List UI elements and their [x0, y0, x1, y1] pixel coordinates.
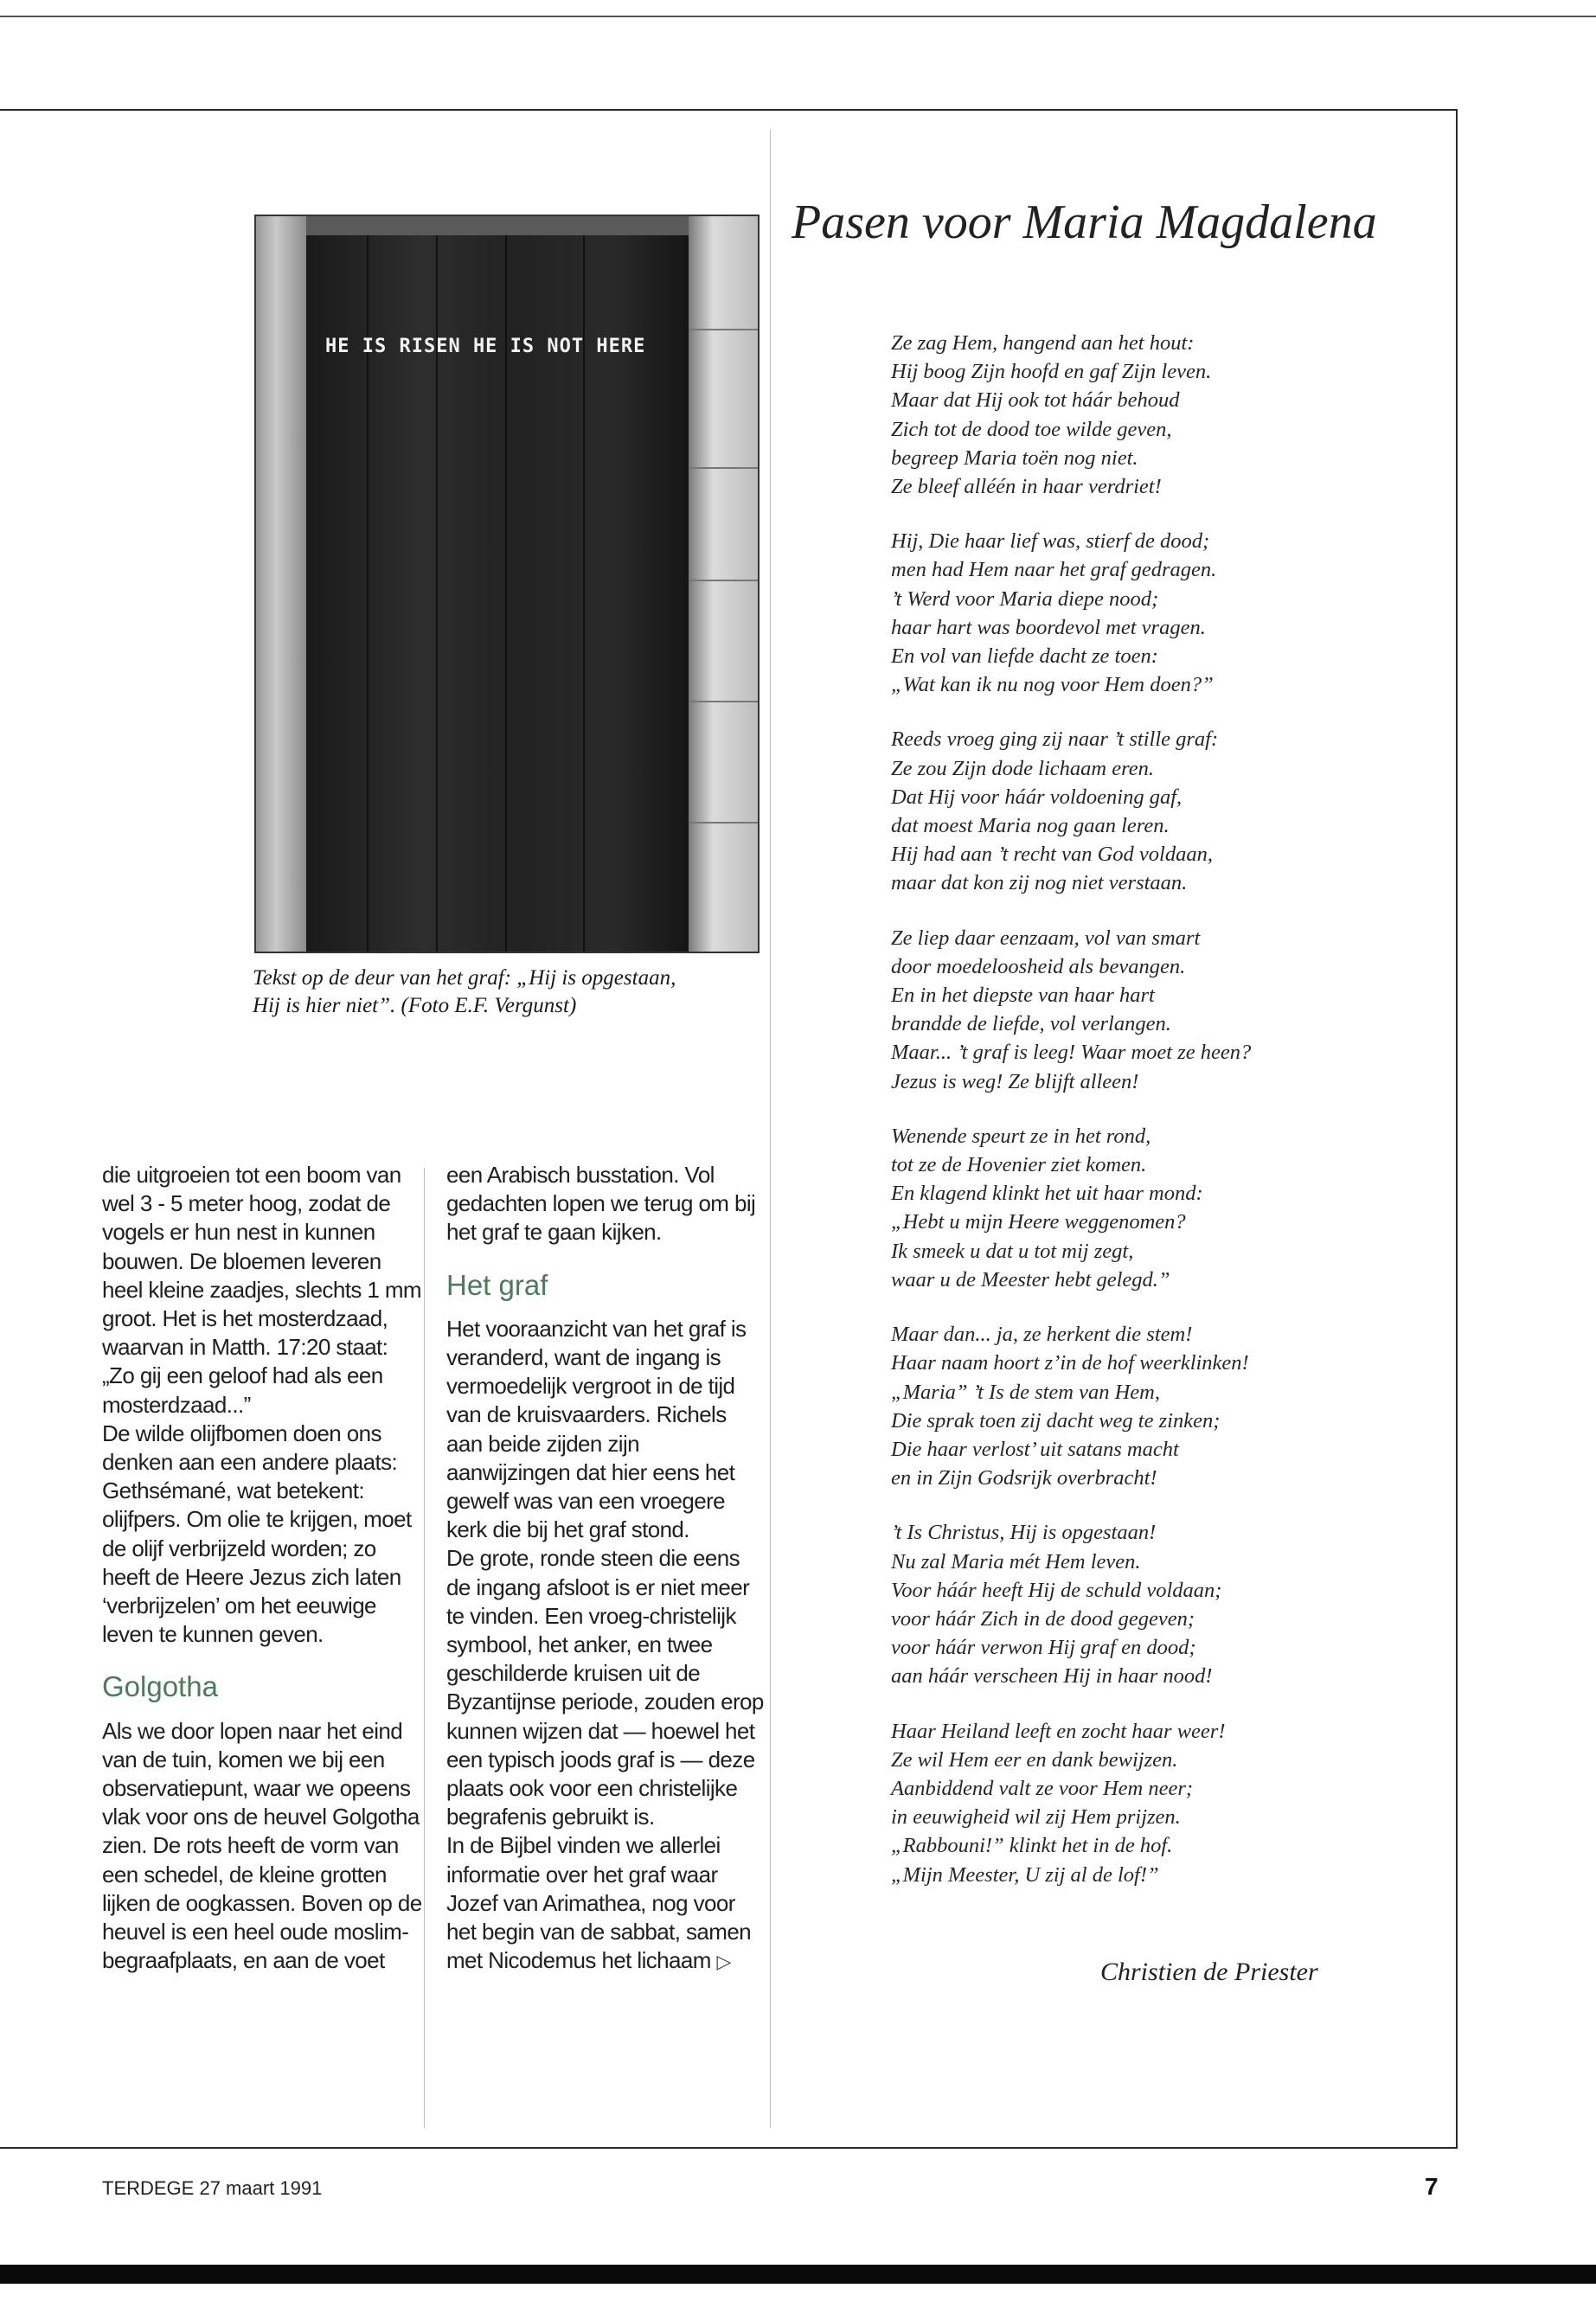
- tomb-door-photo: [254, 215, 760, 953]
- paragraph-text: In de Bijbel vinden we allerlei informatie over het graf waar Jozef van Arimathea, nog voor het begin van de sabbat, samen met Nicodemus het lichaam: [446, 1832, 752, 1974]
- poem-stanza: [891, 527, 1375, 699]
- poem-line: Hij boog Zijn hoofd en gaf Zijn leven.: [891, 360, 1212, 384]
- poem-line: ’t Is Christus, Hij is opgestaan!: [891, 1521, 1157, 1545]
- top-rule: [0, 16, 1596, 17]
- poem-line: begreep Maria toën nog niet.: [891, 445, 1138, 470]
- poem-line: Hij had aan ’t recht van God voldaan,: [891, 843, 1213, 867]
- poem-line: „Rabbouni!” klinkt het in de hof.: [891, 1834, 1173, 1858]
- poem-line: Ze bleef alléén in haar verdriet!: [891, 475, 1162, 499]
- poem-line: brandde de liefde, vol verlangen.: [891, 1012, 1171, 1036]
- poem-line: tot ze de Hovenier ziet komen.: [891, 1153, 1147, 1177]
- section-heading-golgotha: Golgotha: [102, 1670, 218, 1703]
- poem-line: Aanbiddend valt ze voor Hem neer;: [891, 1776, 1194, 1800]
- page-number: 7: [1425, 2173, 1439, 2200]
- poem-line: men had Hem naar het graf gedragen.: [891, 558, 1217, 582]
- stone-wall-left: [256, 216, 306, 952]
- frame-bottom-rule: [0, 2147, 1458, 2149]
- poem-line: in eeuwigheid wil zij Hem prijzen.: [891, 1805, 1181, 1830]
- poem-line: en in Zijn Godsrijk overbracht!: [891, 1466, 1157, 1490]
- section-heading-het-graf: Het graf: [446, 1268, 548, 1301]
- poem-line: Nu zal Maria mét Hem leven.: [891, 1549, 1141, 1574]
- paragraph: [446, 1831, 766, 1976]
- poem-line: Ze zag Hem, hangend aan het hout:: [891, 331, 1195, 355]
- poem-line: En klagend klinkt het uit haar mond:: [891, 1182, 1203, 1206]
- poem-line: „Wat kan ik nu nog voor Hem doen?”: [891, 673, 1214, 697]
- poem-line: Ze liep daar eenzaam, vol van smart: [891, 926, 1201, 950]
- column-divider-center: [770, 130, 771, 2128]
- poem-line: dat moest Maria nog gaan leren.: [891, 814, 1170, 838]
- poem-line: ’t Werd voor Maria diepe nood;: [891, 586, 1159, 611]
- poem-line: Ze wil Hem eer en dank bewijzen.: [891, 1747, 1178, 1772]
- poem-stanza: [891, 1717, 1375, 1889]
- poem-line: Zich tot de dood toe wilde geven,: [891, 417, 1172, 441]
- article-column-left: [102, 1161, 422, 1975]
- door-inscription: HE IS RISEN HE IS NOT HERE: [325, 336, 646, 357]
- frame-top-rule: [0, 109, 1458, 111]
- poem-line: aan háár verscheen Hij in haar nood!: [891, 1664, 1213, 1689]
- column-divider-left: [424, 1168, 425, 2128]
- poem-line: Jezus is weg! Ze blijft alleen!: [891, 1069, 1139, 1093]
- paragraph: Als we door lopen naar het eind van de tuin, komen we bij een observatiepunt, waar we opeens vlak voor ons de heuvel Golgotha zien. De rots heeft de vorm van een schedel, de kleine grotten lijken de oogkassen. Boven op de heuvel is een heel oude moslim-begraafplaats, en aan de voet: [102, 1717, 422, 1974]
- poem-line: En in het diepste van haar hart: [891, 984, 1155, 1008]
- poem-line: „Maria” ’t Is de stem van Hem,: [891, 1380, 1160, 1404]
- poem-line: Haar Heiland leeft en zocht haar weer!: [891, 1719, 1226, 1743]
- poem-line: Maar... ’t graf is leeg! Waar moet ze heen?: [891, 1041, 1252, 1065]
- poem-stanza: [891, 924, 1375, 1096]
- frame-right-rule: [1456, 109, 1458, 2149]
- poem-line: Voor háár heeft Hij de schuld voldaan;: [891, 1578, 1222, 1602]
- paragraph: Het vooraanzicht van het graf is veranderd, want de ingang is vermoedelijk vergroot in de tijd van de kruisvaarders. Richels aan beide zijden zijn aanwijzingen dat hier eens het gewelf was van een vroegere kerk die bij het graf stond.: [446, 1315, 747, 1543]
- poem-line: door moedeloosheid als bevangen.: [891, 954, 1186, 978]
- poem-line: Ik smeek u dat u tot mij zegt,: [891, 1239, 1134, 1263]
- poem-stanza: [891, 1518, 1375, 1690]
- article-column-middle: [446, 1161, 766, 1976]
- poem-line: maar dat kon zij nog niet verstaan.: [891, 871, 1188, 895]
- poem-line: waar u de Meester hebt gelegd.”: [891, 1267, 1170, 1292]
- poem-line: Maar dan... ja, ze herkent die stem!: [891, 1323, 1193, 1347]
- poem-line: Ze zou Zijn dode lichaam eren.: [891, 756, 1154, 780]
- poem-stanza: [891, 725, 1375, 897]
- poem-line: „Mijn Meester, U zij al de lof!”: [891, 1862, 1159, 1887]
- poem-author: Christien de Priester: [1100, 1958, 1318, 1986]
- photo-caption: Tekst op de deur van het graf: „Hij is opgestaan, Hij is hier niet”. (Foto E.F. Vergunst): [253, 966, 676, 1017]
- poem-line: Reeds vroeg ging zij naar ’t stille graf:: [891, 727, 1219, 752]
- publication-footer: TERDEGE 27 maart 1991: [102, 2177, 323, 2199]
- poem-title: Pasen voor Maria Magdalena: [792, 195, 1377, 249]
- poem-line: voor háár verwon Hij graf en dood;: [891, 1636, 1196, 1660]
- bottom-band: [0, 2265, 1596, 2284]
- poem-line: voor háár Zich in de dood gegeven;: [891, 1606, 1195, 1631]
- poem-body: [891, 329, 1375, 1915]
- poem-stanza: [891, 1320, 1375, 1492]
- poem-line: haar hart was boordevol met vragen.: [891, 615, 1206, 639]
- stone-wall-right: [689, 216, 758, 952]
- poem-line: Wenende speurt ze in het rond,: [891, 1124, 1151, 1148]
- poem-line: Die sprak toen zij dacht weg te zinken;: [891, 1408, 1221, 1433]
- poem-line: Maar dat Hij ook tot háár behoud: [891, 388, 1180, 413]
- poem-line: „Hebt u mijn Heere weggenomen?: [891, 1210, 1186, 1234]
- paragraph: die uitgroeien tot een boom van wel 3 - 5 meter hoog, zodat de vogels er hun nest in kunnen bouwen. De bloemen leveren heel kleine zaadjes, slechts 1 mm groot. Het is het mosterdzaad, waarvan in Matth. 17:20 staat: „Zo gij een geloof had als een mosterdzaad...”: [102, 1162, 421, 1418]
- poem-line: Hij, Die haar lief was, stierf de dood;: [891, 529, 1210, 554]
- poem-stanza: [891, 329, 1375, 501]
- poem-stanza: [891, 1122, 1375, 1294]
- continued-arrow-icon: ▷: [716, 1951, 731, 1973]
- poem-line: Die haar verlost’ uit satans macht: [891, 1437, 1179, 1461]
- paragraph: een Arabisch busstation. Vol gedachten lopen we terug om bij het graf te gaan kijken.: [446, 1162, 756, 1246]
- paragraph: De wilde olijfbomen doen ons denken aan een andere plaats: Gethsémané, wat betekent: olijfpers. Om olie te krijgen, moet de olijf verbrijzeld worden; zo heeft de Heere Jezus zich laten ‘verbrijzelen’ om het eeuwige leven te kunnen geven.: [102, 1420, 412, 1648]
- poem-line: En vol van liefde dacht ze toen:: [891, 644, 1158, 669]
- door-lintel: [306, 216, 689, 235]
- paragraph: De grote, ronde steen die eens de ingang afsloot is er niet meer te vinden. Een vroeg-christelijk symbool, het anker, en twee geschilderde kruisen uit de Byzantijnse periode, zouden erop kunnen wijzen dat — hoewel het een typisch joods graf is — deze plaats ook voor een christelijke begrafenis gebruikt is.: [446, 1545, 764, 1830]
- poem-line: Dat Hij voor háár voldoening gaf,: [891, 785, 1183, 809]
- poem-line: Haar naam hoort z’in de hof weerklinken!: [891, 1351, 1249, 1375]
